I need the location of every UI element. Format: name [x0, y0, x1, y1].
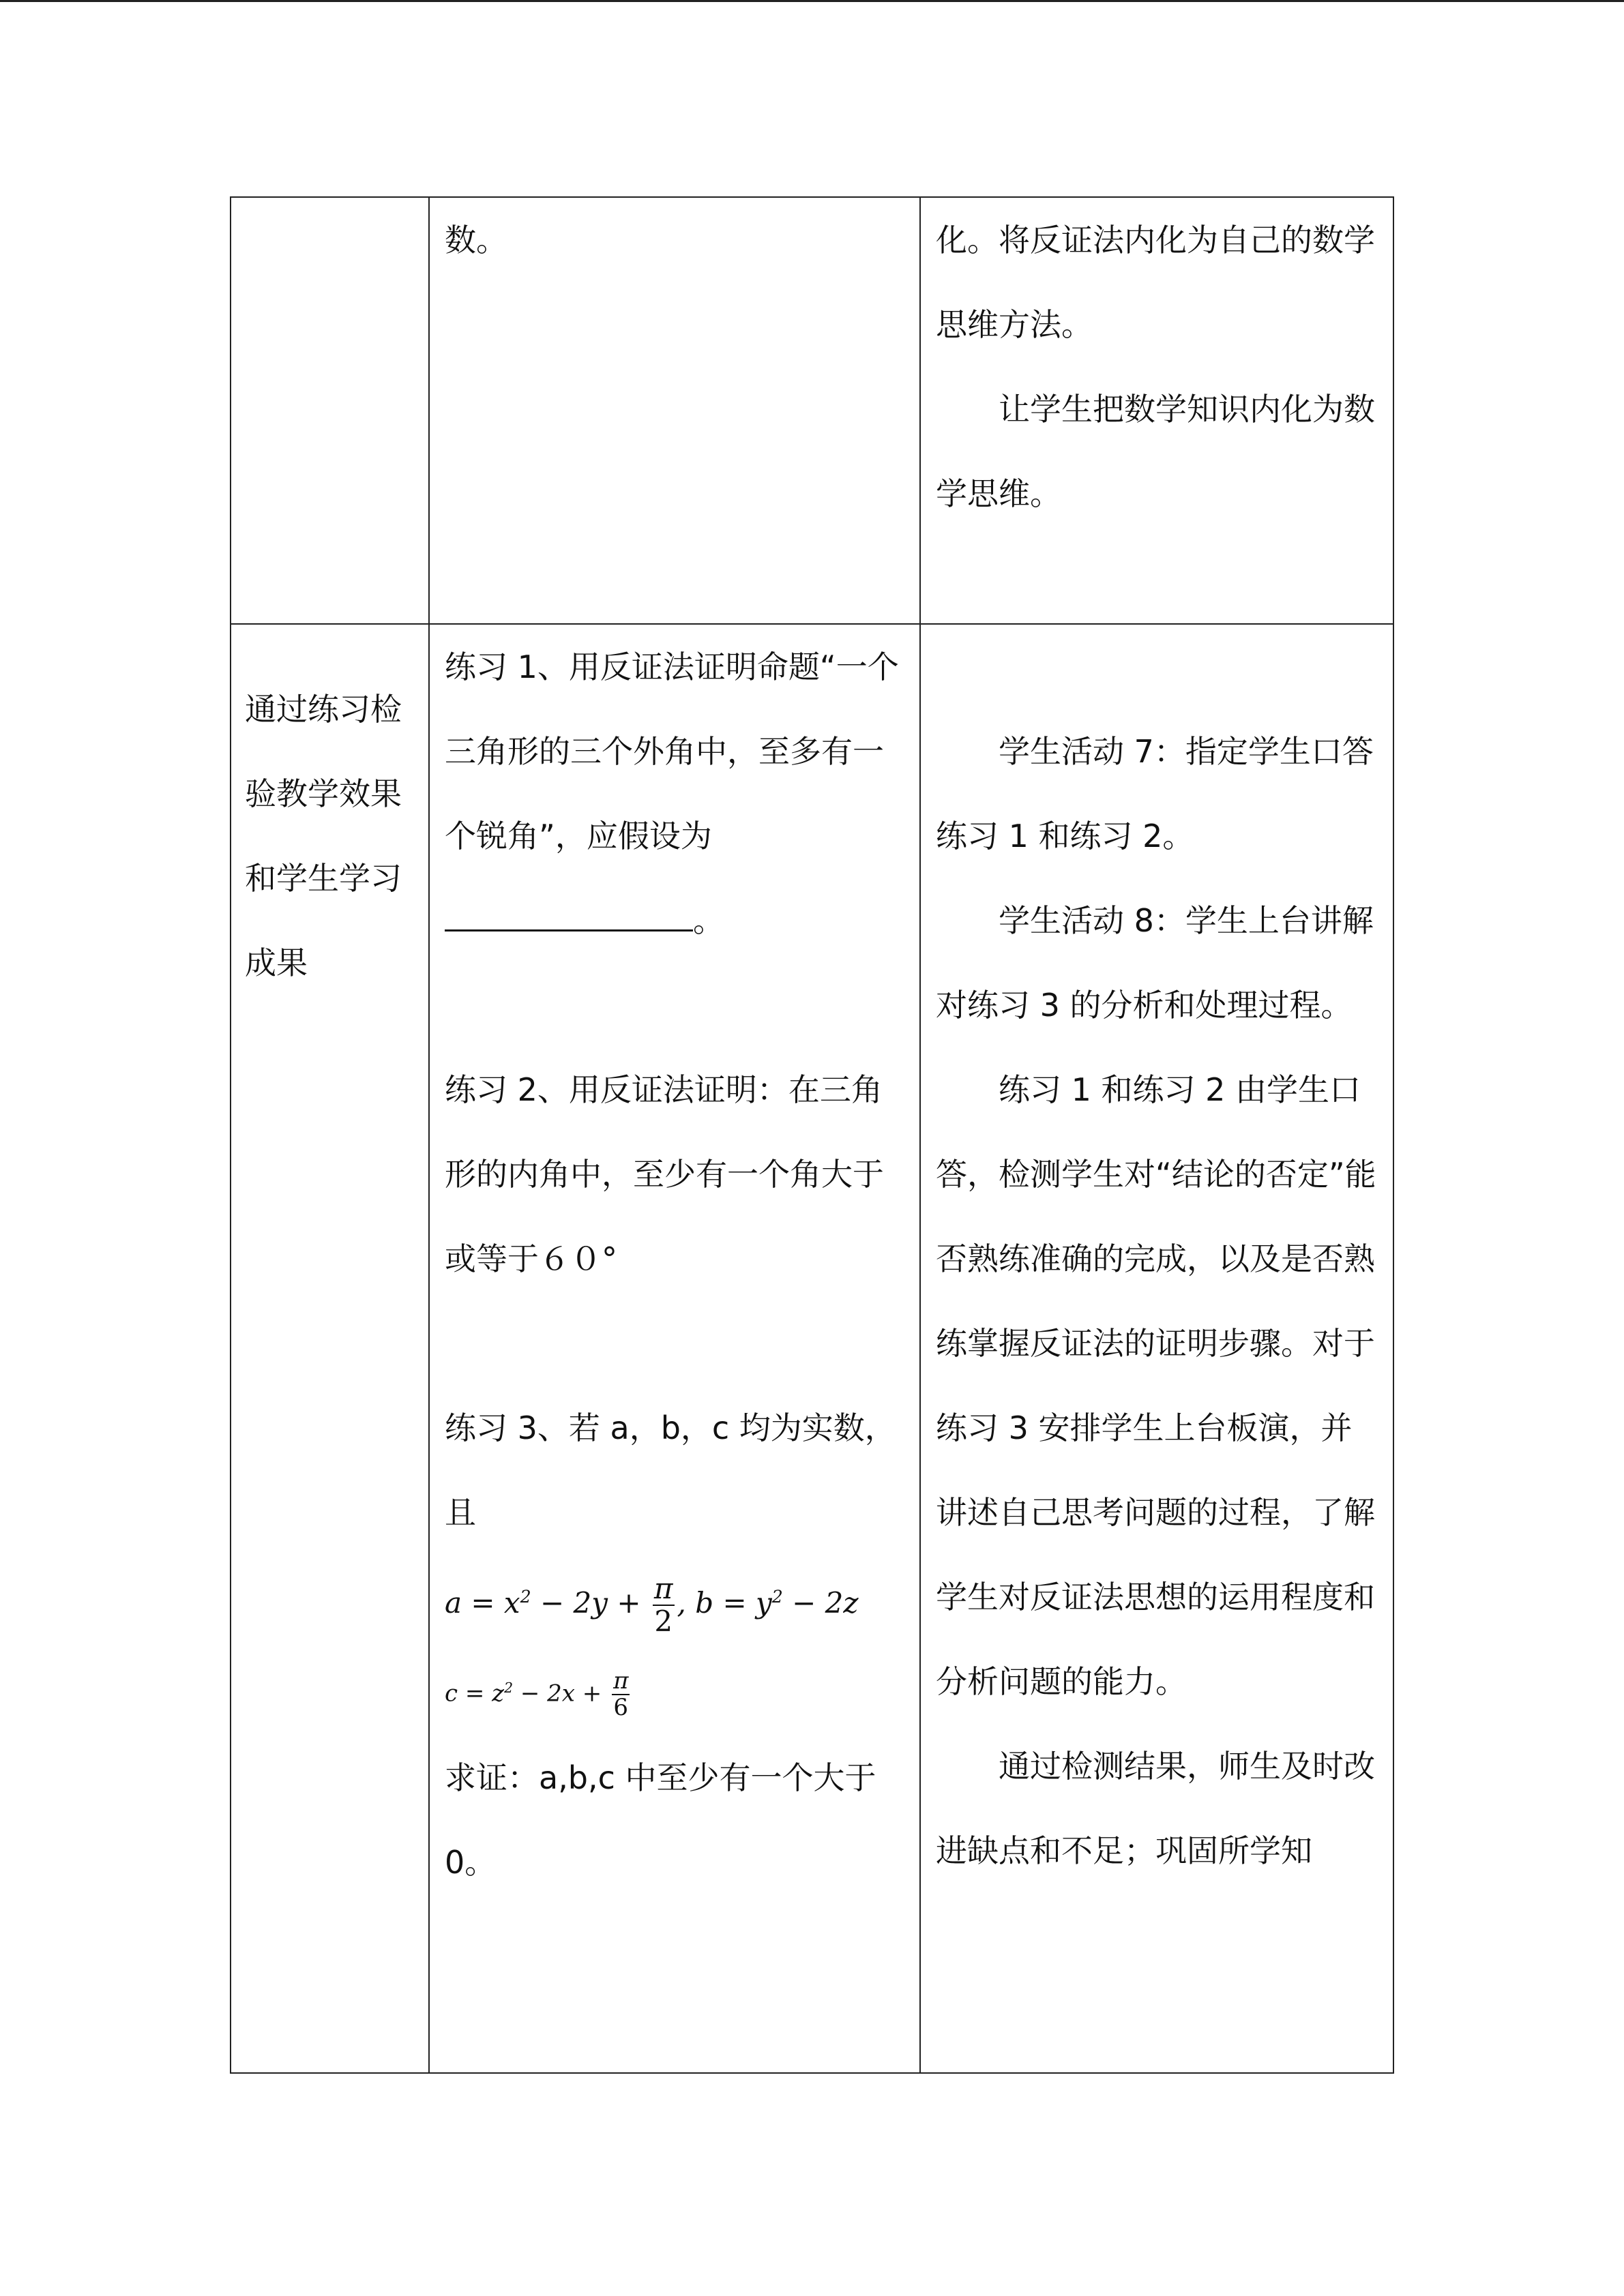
formula-a-lhs: a = x	[445, 1586, 520, 1620]
page-top-rule	[0, 0, 1624, 2]
formula-exponent: 2	[771, 1587, 783, 1607]
table-row	[231, 197, 1393, 624]
formula-c-mid: − 2x +	[513, 1680, 610, 1708]
formula-c-lhs: c = z	[445, 1680, 505, 1708]
formula-exponent: 2	[520, 1587, 531, 1607]
exercise-1-question: 练习 1、用反证法证明命题“一个三角形的三个外角中，至多有一个锐角”，应假设为	[445, 648, 899, 854]
pi-over-2-fraction	[653, 1573, 675, 1637]
activity-paragraph: 通过检测结果，师生及时改进缺点和不足；巩固所学知	[936, 1748, 1375, 1869]
lesson-table	[230, 196, 1394, 2074]
fraction-numerator: π	[653, 1571, 673, 1605]
activity-cell	[920, 624, 1393, 2073]
formula-c	[445, 1645, 904, 1735]
exercise-3-goal: 求证：a,b,c 中至少有一个大于 0。	[445, 1759, 876, 1881]
activity-paragraph: 学生活动 8：学生上台讲解对练习 3 的分析和处理过程。	[936, 902, 1374, 1024]
formula-b-tail: − 2z	[782, 1586, 859, 1620]
activity-paragraph: 让学生把数学知识内化为数学思维。	[936, 391, 1375, 512]
exercise-cell	[429, 624, 920, 2073]
exercise-2-text: 练习 2、用反证法证明：在三角形的内角中，至少有一个角大于或等于６０°	[445, 1071, 884, 1277]
table-row	[231, 624, 1393, 2073]
content-cell	[429, 197, 920, 624]
intent-text: 通过练习检验教学效果和学生学习成果	[245, 691, 402, 981]
content-text: 数。	[445, 222, 507, 258]
activity-paragraph: 学生活动 7：指定学生口答练习 1 和练习 2。	[936, 733, 1374, 854]
fraction-denominator: 6	[613, 1694, 629, 1722]
formula-a-b	[445, 1555, 904, 1645]
exercise-3-text: 练习 3、若 a，b，c 均为实数，且	[445, 1410, 896, 1531]
intent-cell-empty	[231, 197, 429, 624]
formula-a-mid: − 2y +	[531, 1586, 650, 1620]
formula-exponent: 2	[504, 1680, 514, 1696]
intent-cell	[231, 624, 429, 2073]
activity-paragraph: 化。将反证法内化为自己的数学思维方法。	[936, 222, 1375, 343]
activity-cell	[920, 197, 1393, 624]
fraction-numerator: π	[613, 1667, 629, 1695]
exercise-1-period: 。	[693, 902, 724, 939]
exercise-1-text	[445, 625, 904, 963]
activity-paragraph: 练习 1 和练习 2 由学生口答，检测学生对“结论的否定”能否熟练准确的完成，以及是否熟练掌握反证法的证明步骤。对于练习 3 安排学生上台板演，并讲述自己思考问题的过程，了解学生对反证法思想的运用程度和分析问题的能力。	[936, 1071, 1376, 1700]
pi-over-6-fraction	[612, 1669, 630, 1721]
answer-blank	[445, 909, 693, 931]
formula-b-part: , b = y	[677, 1586, 772, 1620]
fraction-denominator: 2	[654, 1605, 673, 1638]
